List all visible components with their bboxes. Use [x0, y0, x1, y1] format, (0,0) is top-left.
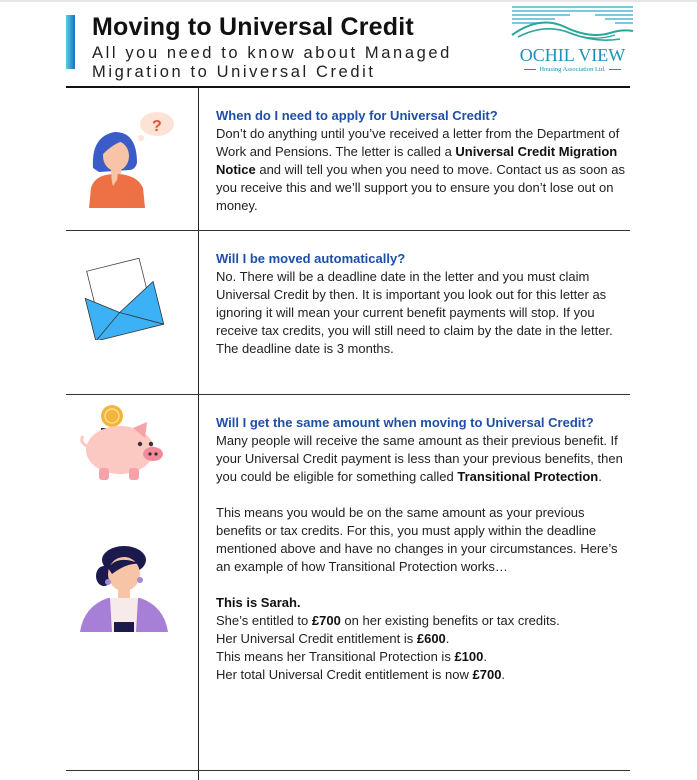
sarah-example	[216, 594, 628, 684]
example-line: Her Universal Credit entitlement is £600.	[216, 631, 450, 646]
transitional-protection-text: This means you would be on the same amount as your previous benefits or tax credits. For this, you must apply within the deadline mentioned above and have no changes in your circumstances. Here’s an example of how Transitional Protection works…	[216, 505, 618, 574]
svg-text:?: ?	[152, 118, 162, 135]
piggy-bank-icon	[75, 402, 170, 492]
answer-text: Don’t do anything until you’ve received a letter from the Department of Work and Pensions. The letter is called a Universal Credit Migration Notice and will tell you when you need to move. Contact us as soon as you receive this and we’ll support you to ensure you don’t lose out on money.	[216, 126, 626, 213]
column-divider	[198, 87, 199, 780]
answer-text: Many people will receive the same amount as their previous benefit. If your Universal Credit payment is less than your previous benefits, then you could be eligible for something called Transitional Protection.	[216, 433, 623, 484]
hills-logo-icon	[510, 5, 635, 47]
question-heading: Will I get the same amount when moving to Universal Credit?	[216, 415, 594, 430]
accent-bar	[66, 15, 75, 69]
sarah-avatar-icon	[78, 540, 173, 640]
section-divider	[66, 770, 630, 771]
page-title: Moving to Universal Credit	[92, 13, 414, 41]
section-moved-automatically	[216, 250, 628, 358]
thinking-woman-icon	[85, 108, 175, 213]
logo-name: OCHIL VIEW	[519, 45, 626, 65]
top-rule	[0, 0, 697, 2]
section-when-to-apply	[216, 107, 628, 215]
question-heading: Will I be moved automatically?	[216, 251, 406, 266]
header-divider	[66, 86, 630, 88]
example-line: She’s entitled to £700 on her existing benefits or tax credits.	[216, 613, 560, 628]
logo-tagline: Housing Association Ltd.	[510, 66, 635, 73]
example-line: Her total Universal Credit entitlement is now £700.	[216, 667, 506, 682]
answer-text: No. There will be a deadline date in the letter and you must claim Universal Credit by then. It is important you look out for this letter as ignoring it will mean your current benefit payments will stop. If you receive tax credits, you will still need to claim by the date in the letter. The deadline date is 3 months.	[216, 269, 613, 356]
section-divider	[66, 394, 630, 395]
example-heading: This is Sarah.	[216, 595, 301, 610]
example-line: This means her Transitional Protection is £100.	[216, 649, 487, 664]
ochil-view-logo	[510, 5, 635, 77]
page-subtitle: All you need to know about Managed Migration to Universal Credit	[92, 44, 452, 81]
question-heading: When do I need to apply for Universal Credit?	[216, 108, 498, 123]
section-divider	[66, 230, 630, 231]
envelope-letter-icon	[82, 255, 167, 345]
section-same-amount	[216, 414, 628, 684]
